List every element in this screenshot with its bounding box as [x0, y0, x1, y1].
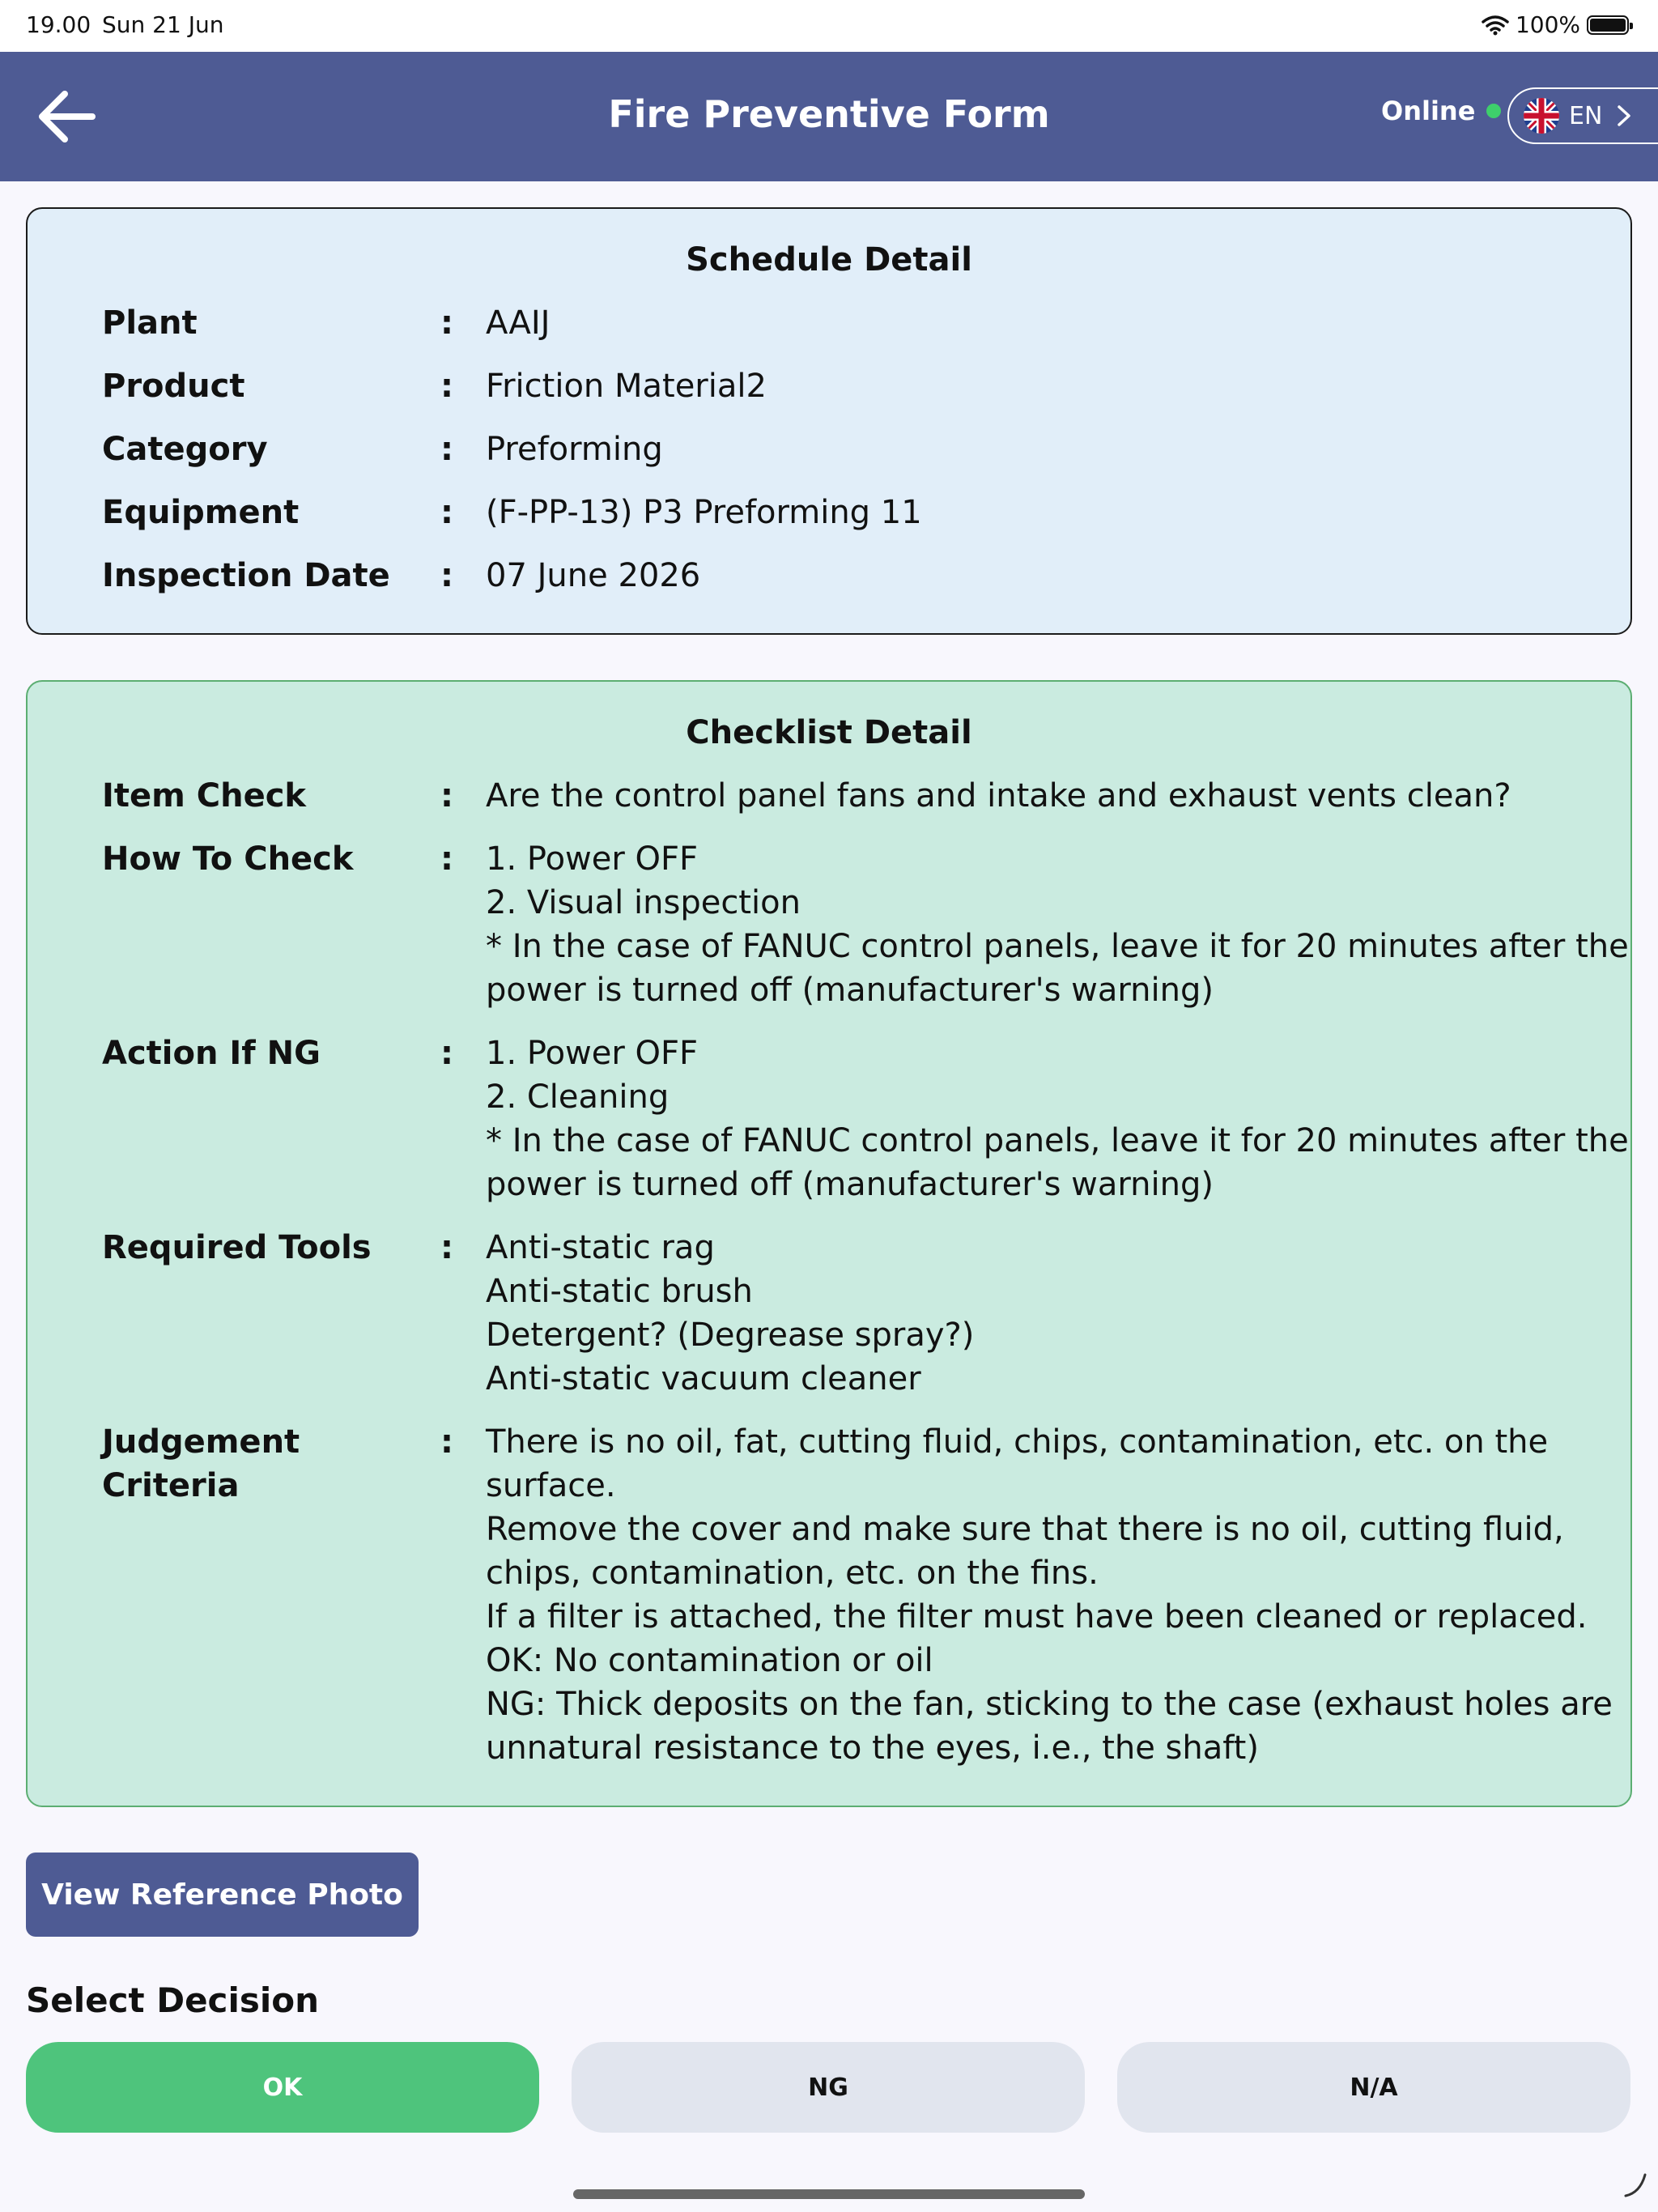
wifi-icon — [1482, 15, 1509, 36]
value-line: 1. Power OFF — [486, 1035, 699, 1072]
checklist-detail-card — [26, 680, 1632, 1807]
row-colon: : — [440, 431, 453, 468]
value-line: Detergent? (Degrease spray?) — [486, 1317, 975, 1354]
status-date: Sun 21 Jun — [102, 11, 224, 38]
row-label: Action If NG — [102, 1035, 321, 1072]
row-colon: : — [440, 1035, 453, 1072]
battery-percentage: 100% — [1515, 11, 1580, 38]
row-value — [486, 837, 1627, 1012]
value-line: NG: Thick deposits on the fan, sticking to the case (exhaust holes are — [486, 1686, 1613, 1723]
row-value: Friction Material2 — [486, 368, 767, 405]
row-value — [486, 1032, 1627, 1206]
row-colon: : — [440, 494, 453, 531]
value-line: OK: No contamination or oil — [486, 1642, 933, 1679]
row-colon: : — [440, 304, 453, 342]
row-label: Category — [102, 431, 268, 468]
row-value — [486, 1420, 1627, 1770]
row-colon: : — [440, 557, 453, 594]
battery-icon — [1587, 15, 1629, 35]
row-value — [486, 774, 1627, 818]
value-line: Anti-static rag — [486, 1229, 715, 1266]
row-label: Item Check — [102, 777, 307, 815]
status-indicators — [1482, 11, 1629, 38]
row-value — [486, 1226, 1627, 1401]
row-label — [102, 1420, 426, 1508]
row-colon: : — [440, 1423, 453, 1461]
decision-ng-button[interactable]: NG — [572, 2042, 1085, 2133]
connection-status — [1381, 96, 1501, 126]
value-line: Anti-static vacuum cleaner — [486, 1360, 921, 1397]
page-title: Fire Preventive Form — [608, 92, 1050, 136]
row-label: Product — [102, 368, 245, 405]
schedule-detail-title: Schedule Detail — [686, 241, 972, 279]
language-selector[interactable] — [1507, 87, 1658, 144]
language-code: EN — [1569, 101, 1603, 130]
row-label: Inspection Date — [102, 557, 390, 594]
value-line: 1. Power OFF — [486, 840, 699, 878]
row-label: Plant — [102, 304, 198, 342]
decision-na-button[interactable]: N/A — [1117, 2042, 1630, 2133]
value-line: There is no oil, fat, cutting fluid, chips, contamination, etc. on the — [486, 1423, 1549, 1461]
value-line: Are the control panel fans and intake and exhaust vents clean? — [486, 777, 1511, 815]
value-line: * In the case of FANUC control panels, leave it for 20 minutes after the — [486, 1122, 1629, 1159]
value-line: * In the case of FANUC control panels, leave it for 20 minutes after the — [486, 928, 1629, 965]
schedule-detail-card — [26, 207, 1632, 635]
value-line: power is turned off (manufacturer's warning) — [486, 972, 1214, 1009]
label-line: Judgement — [102, 1423, 300, 1461]
decision-ok-button[interactable]: OK — [26, 2042, 539, 2133]
row-colon: : — [440, 840, 453, 878]
value-line: surface. — [486, 1467, 616, 1504]
value-line: Remove the cover and make sure that there is no oil, cutting fluid, — [486, 1511, 1564, 1548]
label-line: Criteria — [102, 1467, 240, 1504]
status-bar — [0, 0, 1658, 52]
row-label: Required Tools — [102, 1229, 372, 1266]
online-label: Online — [1381, 96, 1476, 126]
value-line: 2. Cleaning — [486, 1078, 670, 1116]
chevron-right-icon — [1615, 104, 1633, 128]
row-label: Equipment — [102, 494, 300, 531]
row-value: 07 June 2026 — [486, 557, 701, 594]
value-line: 2. Visual inspection — [486, 884, 801, 921]
uk-flag-icon — [1524, 98, 1559, 134]
status-time: 19.00 — [26, 11, 91, 38]
row-value: Preforming — [486, 431, 663, 468]
value-line: chips, contamination, etc. on the fins. — [486, 1555, 1099, 1592]
select-decision-label: Select Decision — [26, 1980, 320, 2020]
row-colon: : — [440, 777, 453, 815]
row-value: (F-PP-13) P3 Preforming 11 — [486, 494, 922, 531]
row-colon: : — [440, 1229, 453, 1266]
value-line: If a filter is attached, the filter must have been cleaned or replaced. — [486, 1598, 1588, 1636]
value-line: unnatural resistance to the eyes, i.e., the shaft) — [486, 1729, 1259, 1767]
row-label: How To Check — [102, 840, 354, 878]
checklist-detail-title: Checklist Detail — [686, 714, 972, 751]
app-header — [0, 52, 1658, 181]
pencil-scribble-icon — [1621, 2170, 1650, 2199]
view-reference-photo-button[interactable]: View Reference Photo — [26, 1853, 419, 1937]
row-colon: : — [440, 368, 453, 405]
value-line: Anti-static brush — [486, 1273, 753, 1310]
home-indicator[interactable] — [573, 2189, 1085, 2199]
online-indicator-dot — [1486, 104, 1501, 118]
row-value: AAIJ — [486, 304, 551, 342]
value-line: power is turned off (manufacturer's warning) — [486, 1166, 1214, 1203]
